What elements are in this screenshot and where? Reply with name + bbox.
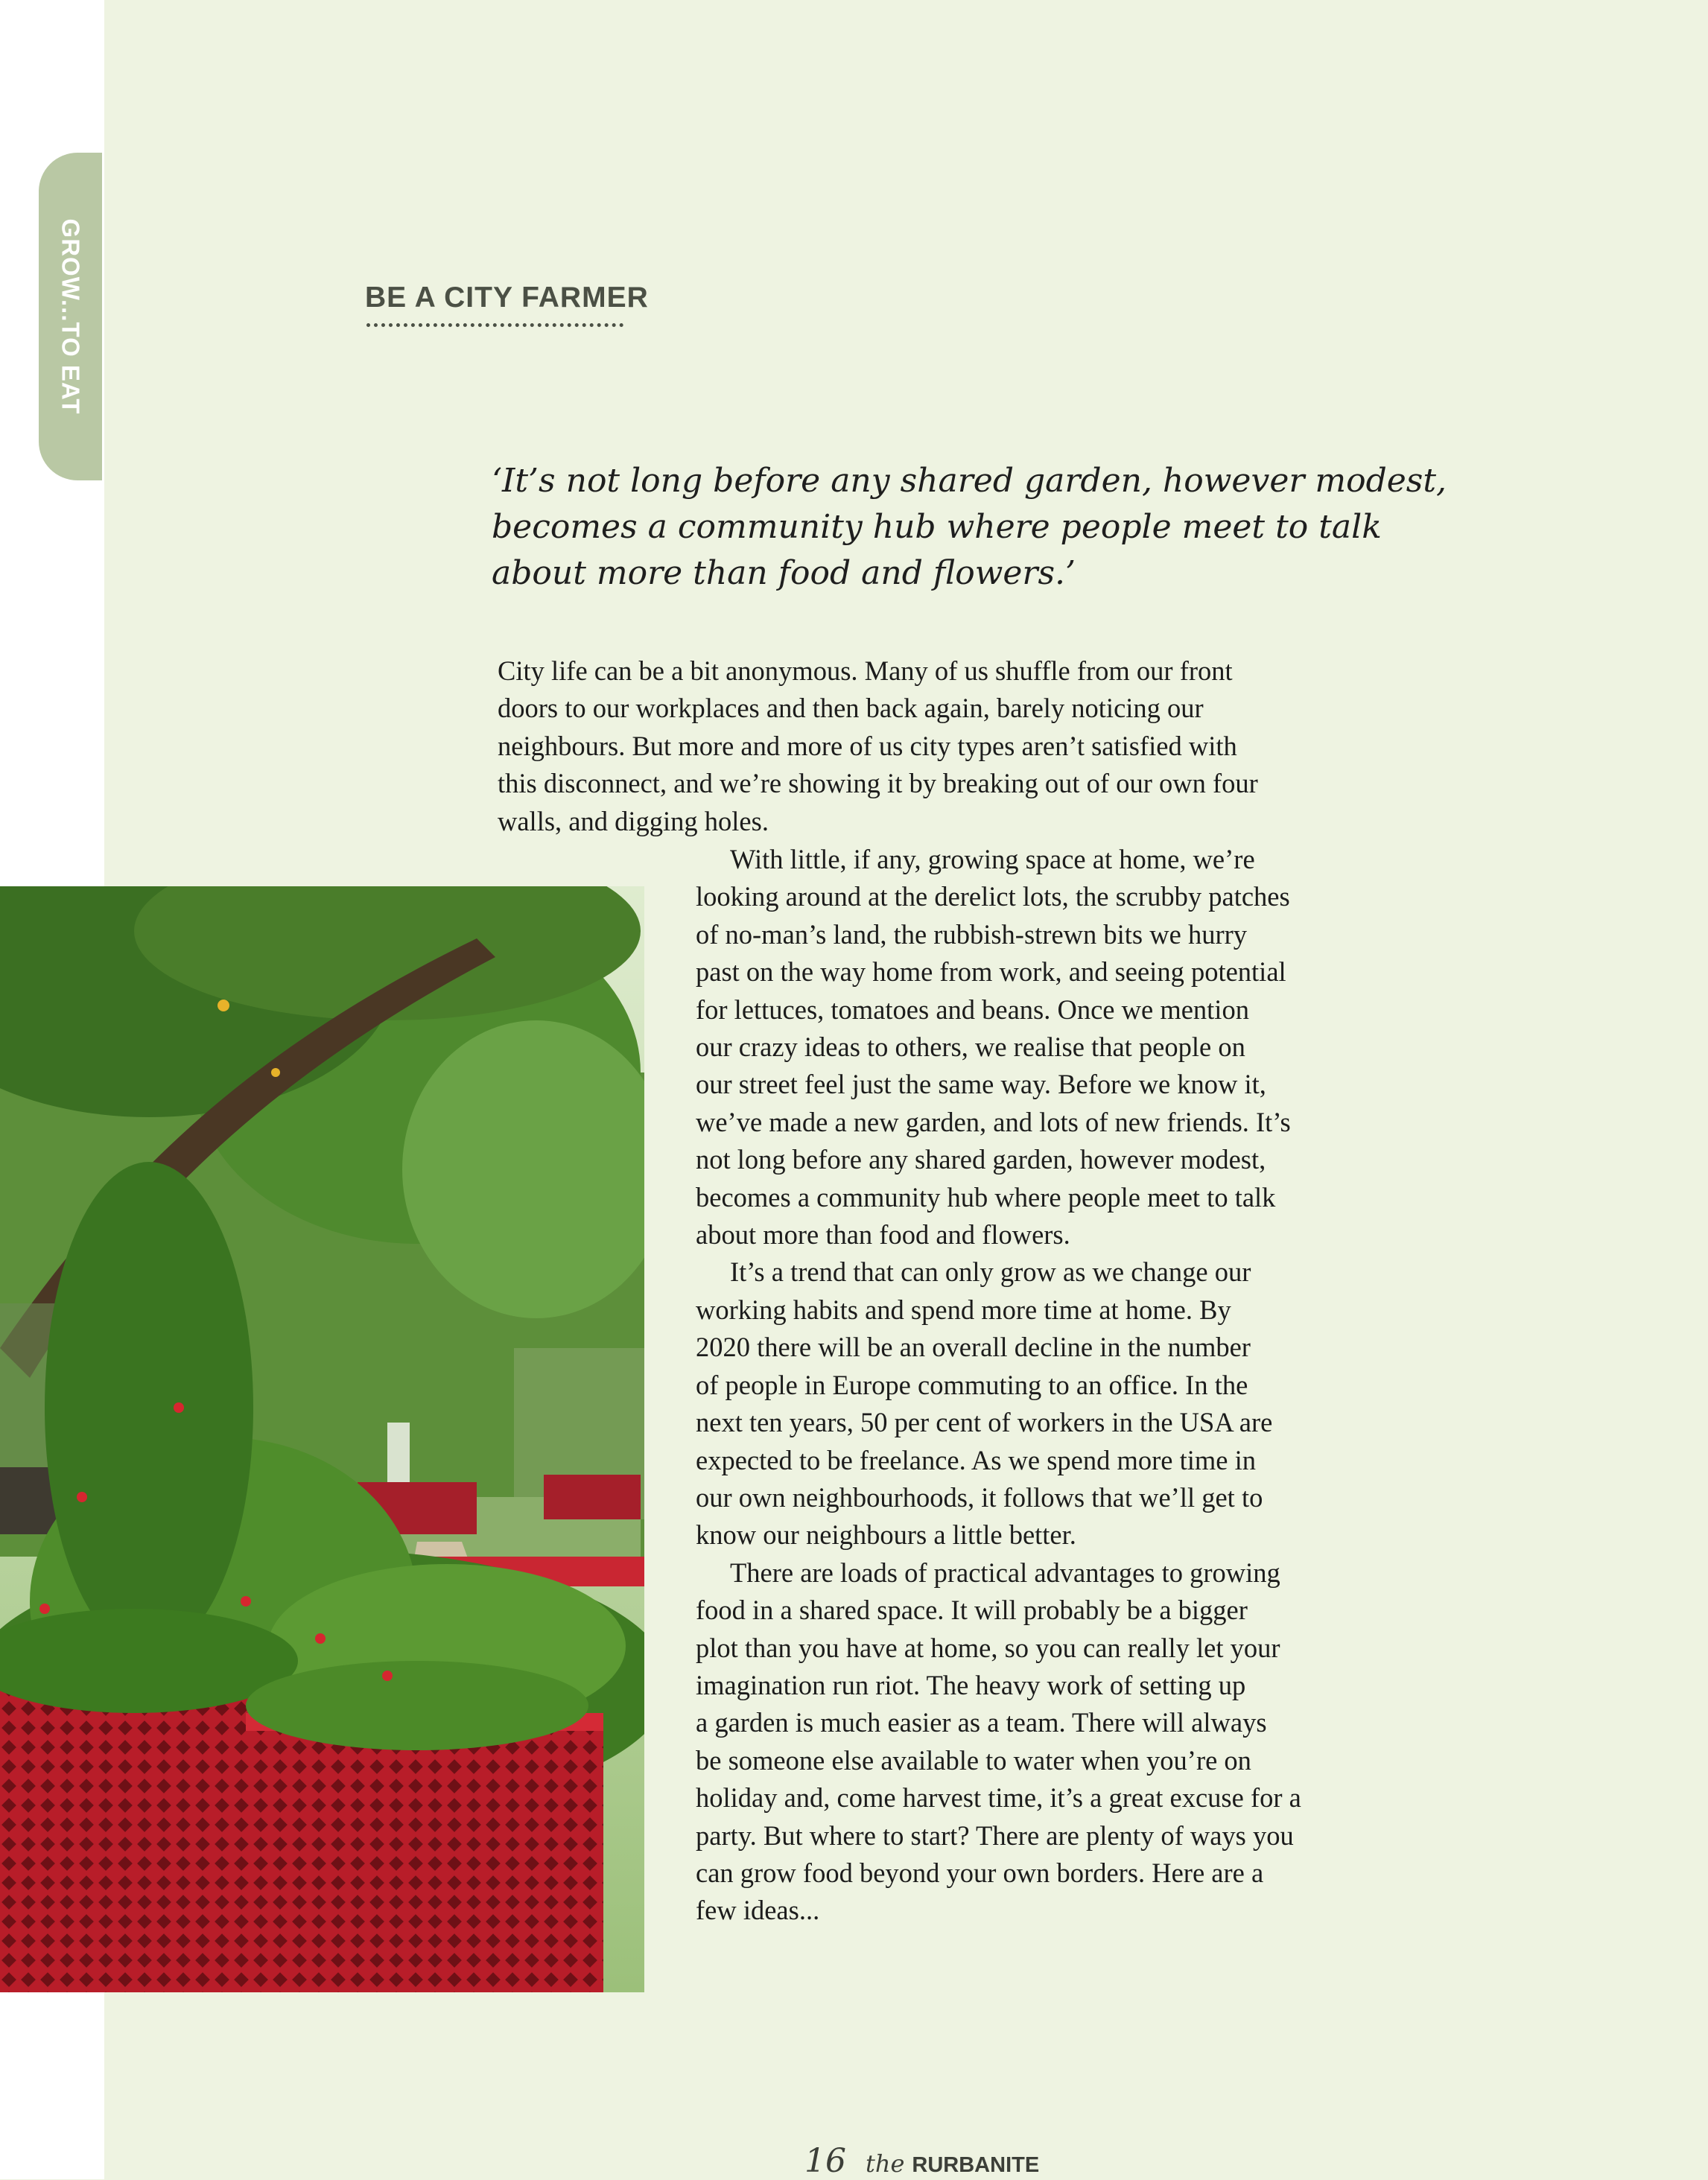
- text-line: imagination run riot. The heavy work of setting up: [696, 1669, 1246, 1700]
- text-line: party. But where to start? There are plenty of ways you: [696, 1820, 1294, 1851]
- publication-name: RURBANITE: [912, 2153, 1040, 2177]
- text-line: for lettuces, tomatoes and beans. Once we mention: [696, 994, 1249, 1025]
- text-line: next ten years, 50 per cent of workers in the USA are: [696, 1407, 1273, 1438]
- text-line: of no-man’s land, the rubbish-strewn bits we hurry: [696, 918, 1247, 950]
- text-line: few ideas...: [696, 1895, 820, 1926]
- text-line: It’s a trend that can only grow as we change our: [730, 1256, 1251, 1288]
- text-line: becomes a community hub where people meet to talk: [696, 1181, 1276, 1213]
- text-line: plot than you have at home, so you can really let your: [696, 1632, 1280, 1663]
- text-line: With little, if any, growing space at home, we’re: [730, 844, 1255, 874]
- text-line: neighbours. But more and more of us city types aren’t satisfied with: [498, 730, 1237, 761]
- text-line: a garden is much easier as a team. There will always: [696, 1707, 1267, 1738]
- page-number: 16: [804, 2142, 846, 2180]
- text-line: food in a shared space. It will probably be a bigger: [696, 1595, 1248, 1626]
- text-line: working habits and spend more time at home. By: [696, 1294, 1231, 1325]
- pull-quote-line: becomes a community hub where people meet to talk: [492, 508, 1382, 546]
- text-line: past on the way home from work, and seeing potential: [696, 956, 1286, 988]
- text-line: our street feel just the same way. Before we know it,: [696, 1069, 1266, 1100]
- text-line: holiday and, come harvest time, it’s a great excuse for a: [696, 1782, 1301, 1814]
- text-line: our crazy ideas to others, we realise that people on: [696, 1032, 1245, 1063]
- text-line: our own neighbourhoods, it follows that we’ll get to: [696, 1481, 1263, 1513]
- publication-prefix: the: [866, 2149, 905, 2178]
- pull-quote-line: about more than food and flowers.’: [492, 554, 1076, 592]
- pull-quote: [492, 458, 1490, 597]
- text-line: of people in Europe commuting to an office. In the: [696, 1369, 1248, 1400]
- text-line: walls, and digging holes.: [498, 805, 769, 836]
- page-footer: [804, 2142, 1039, 2180]
- section-title: BE A CITY FARMER: [365, 282, 649, 314]
- text-line: know our neighbours a little better.: [696, 1519, 1076, 1551]
- text-line: expected to be freelance. As we spend more time in: [696, 1444, 1257, 1475]
- text-line: looking around at the derelict lots, the scrubby patches: [696, 881, 1290, 912]
- text-line: 2020 there will be an overall decline in the number: [696, 1332, 1251, 1363]
- text-line: There are loads of practical advantages to growing: [730, 1557, 1280, 1588]
- text-line: can grow food beyond your own borders. Here are a: [696, 1857, 1264, 1888]
- pull-quote-line: ‘It’s not long before any shared garden, however modest,: [492, 462, 1447, 500]
- article-column: [696, 841, 1301, 1930]
- text-line: doors to our workplaces and then back again, barely noticing our: [498, 693, 1204, 724]
- text-line: about more than food and flowers.: [696, 1219, 1070, 1251]
- text-line: City life can be a bit anonymous. Many of us shuffle from our front: [498, 655, 1233, 686]
- garden-photo: [0, 886, 644, 1992]
- side-tab-label: GROW...TO EAT: [57, 218, 85, 415]
- section-side-tab: [39, 153, 102, 480]
- text-line: this disconnect, and we’re showing it by breaking out of our own four: [498, 768, 1258, 799]
- text-line: we’ve made a new garden, and lots of new friends. It’s: [696, 1106, 1291, 1137]
- article-paragraph-1: [498, 652, 1258, 840]
- title-dotted-rule: [366, 323, 623, 327]
- text-line: be someone else available to water when you’re on: [696, 1744, 1251, 1776]
- text-line: not long before any shared garden, however modest,: [696, 1144, 1266, 1175]
